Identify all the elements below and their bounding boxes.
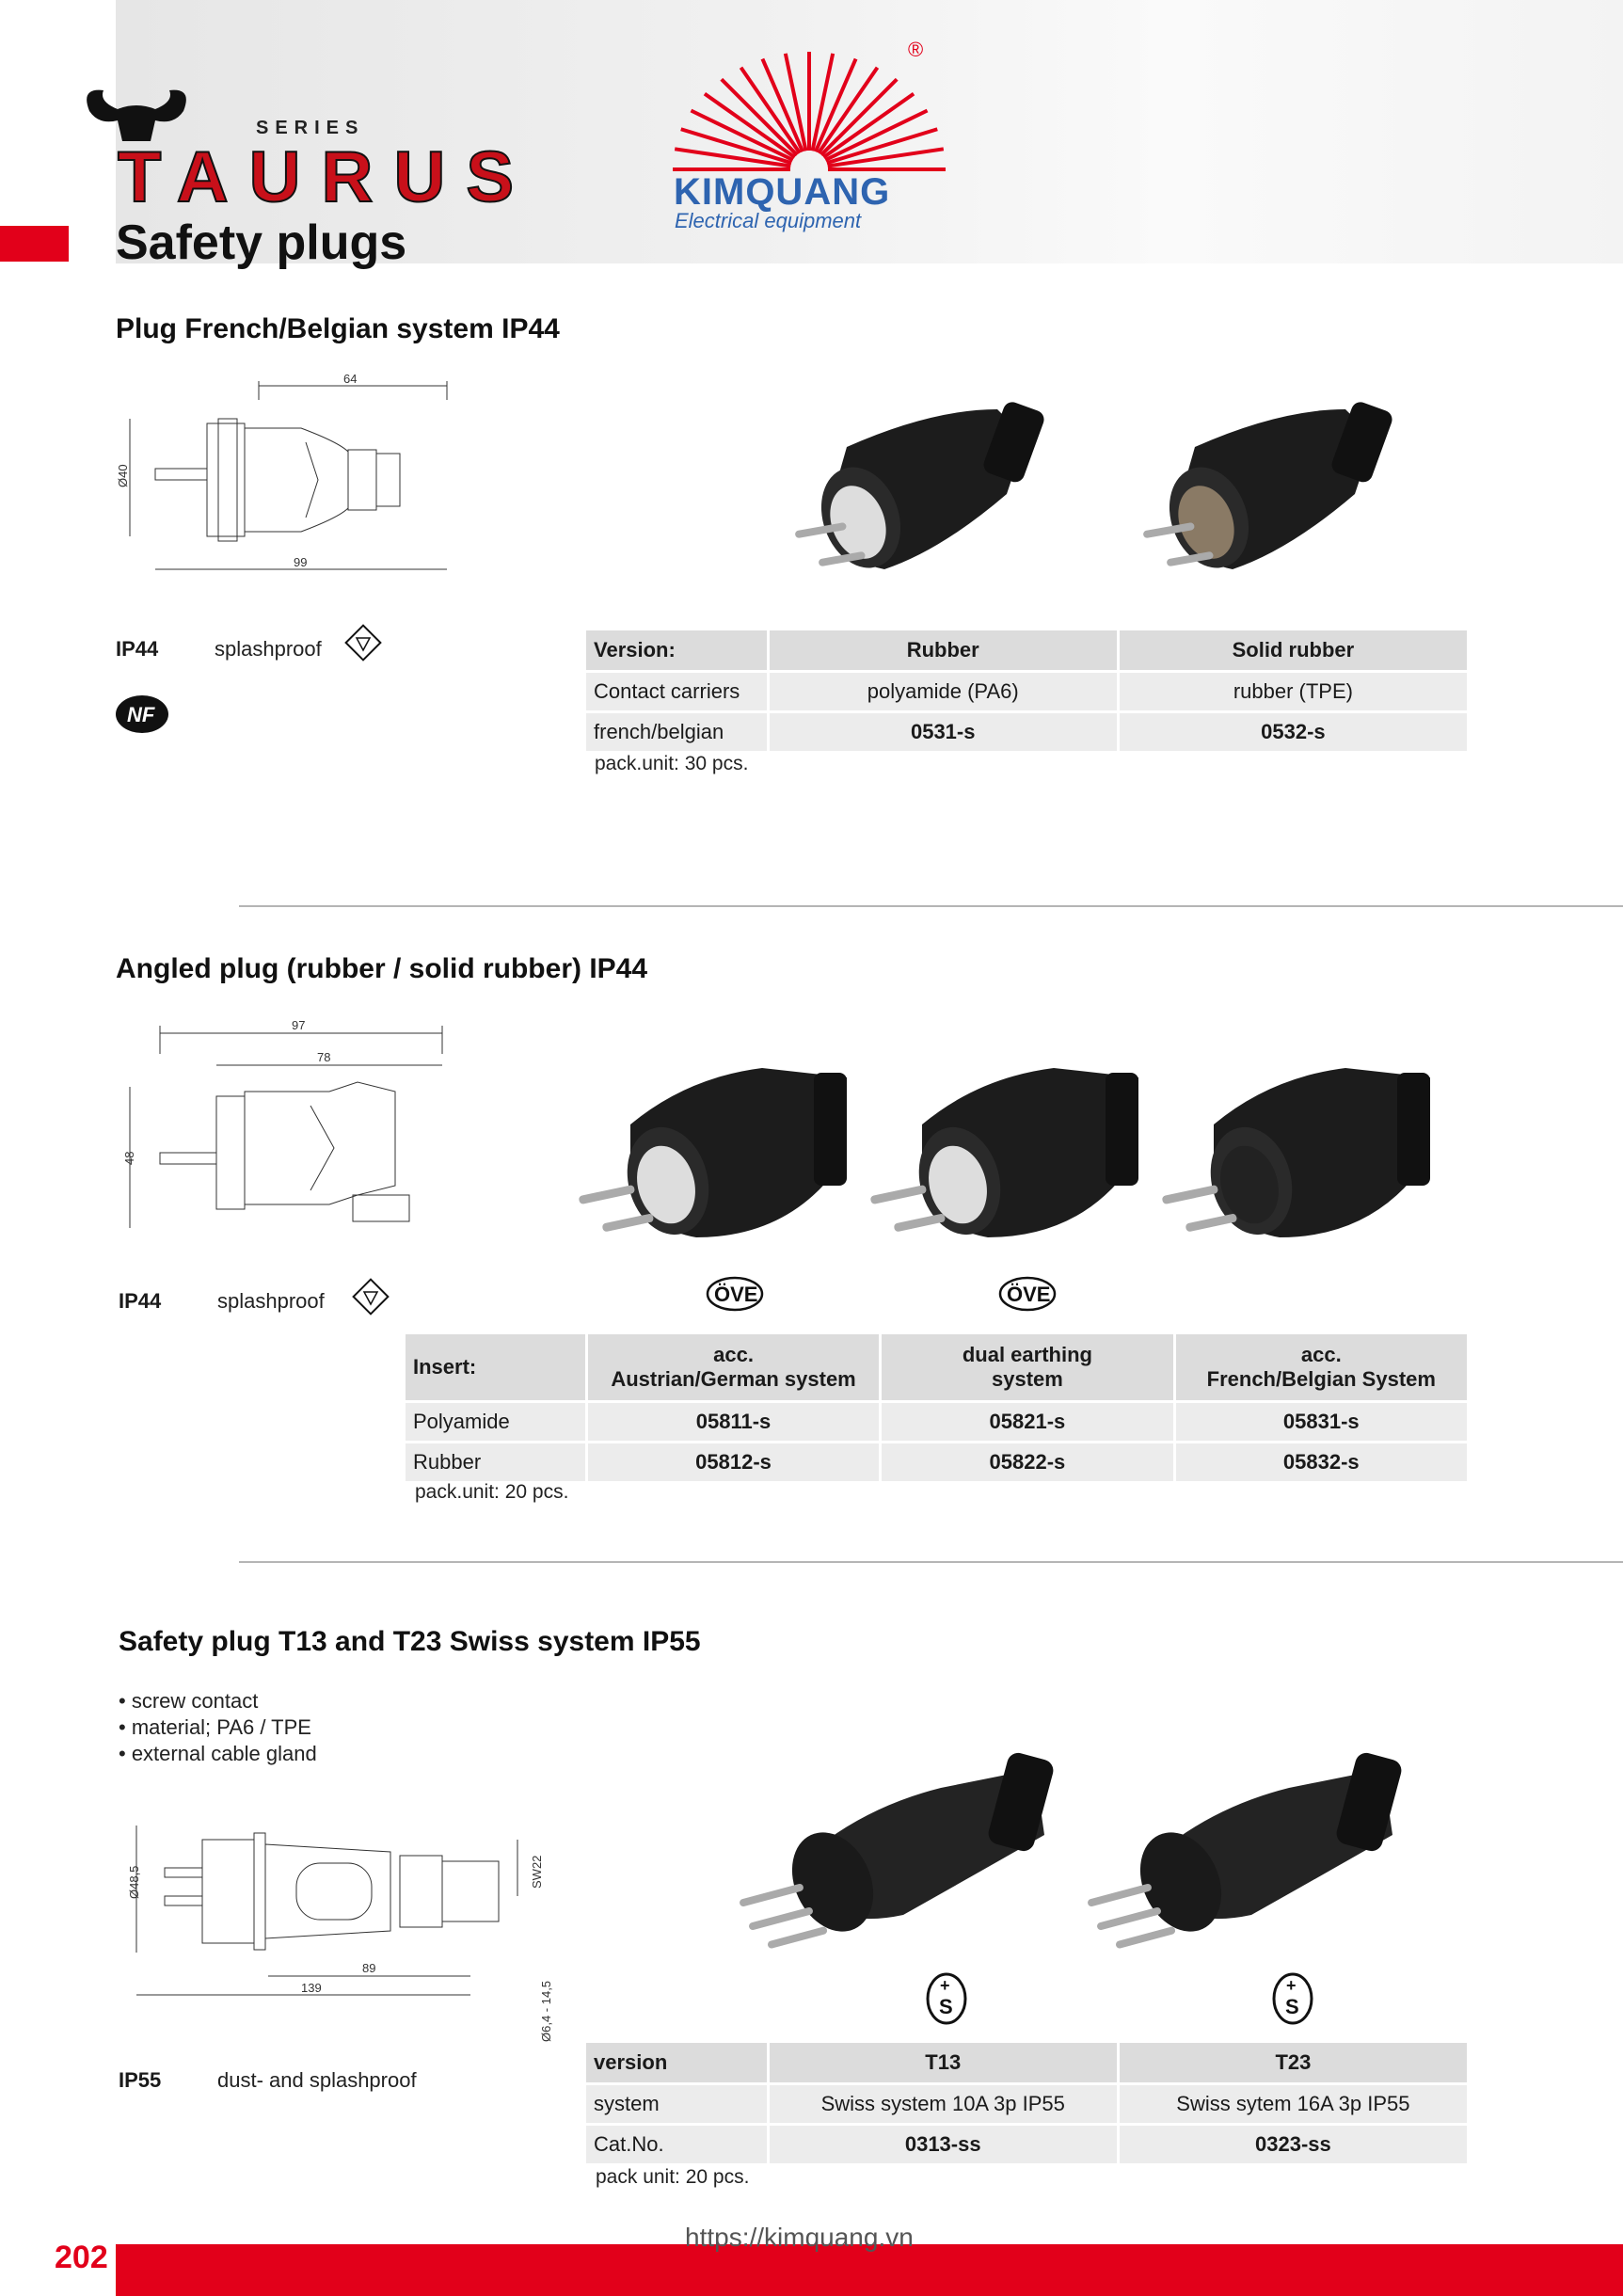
section-divider [239,1561,1623,1563]
pack-unit: pack.unit: 20 pcs. [415,1481,569,1503]
dimension-label: 99 [294,555,308,569]
table-row [586,2126,1467,2163]
spec-table [583,2040,1470,2166]
dimension-label: 89 [362,1961,376,1975]
brand-name: KIMQUANG [674,171,891,213]
table-header-row [586,2043,1467,2082]
spec-table [403,1331,1470,1484]
table-header-row [586,630,1467,670]
list-item: • external cable gland [119,1742,317,1765]
table-header: version [586,2043,767,2082]
dimension-label: 78 [317,1050,331,1064]
product-photo-plugs [753,381,1477,607]
ip-rating: IP55 [119,2068,162,2092]
table-cell: polyamide (PA6) [770,673,1117,710]
table-header: Rubber [770,630,1117,670]
footer-url[interactable]: https://kimquang.vn [685,2223,914,2252]
table-row [586,2085,1467,2123]
series-label: SERIES [256,118,365,138]
table-header: acc. French/Belgian System [1176,1334,1467,1400]
catalog-number: 05822-s [882,1443,1172,1481]
technical-drawing [118,1797,560,2042]
ove-mark-icon [706,1276,764,1312]
pack-unit: pack unit: 20 pcs. [596,2166,750,2188]
dimension-label: SW22 [530,1855,544,1889]
table-cell: Contact carriers [586,673,767,710]
catalog-number: 05812-s [588,1443,879,1481]
dimension-label: 139 [301,1981,322,1995]
ip-description: splashproof [217,1289,325,1313]
svg-text:+: + [940,1976,950,1995]
catalog-number: 0531-s [770,713,1117,751]
section-title: Angled plug (rubber / solid rubber) IP44 [116,953,648,984]
section-title: Plug French/Belgian system IP44 [116,313,560,344]
catalog-number: 05832-s [1176,1443,1467,1481]
svg-text:S: S [1285,1995,1299,2018]
brand-tagline: Electrical equipment [675,209,862,232]
ip-rating: IP44 [119,1289,162,1313]
svg-text:NF: NF [127,703,155,726]
triangle-drop-icon [351,1277,390,1316]
table-cell: Cat.No. [586,2126,767,2163]
swiss-safety-mark-icon [924,1971,969,2026]
catalog-number: 0313-ss [770,2126,1117,2163]
table-row [586,713,1467,751]
catalog-number: 0532-s [1120,713,1467,751]
catalog-number: 05831-s [1176,1403,1467,1441]
dimension-label: Ø48,5 [127,1865,141,1899]
svg-text:S: S [939,1995,953,2018]
table-header: acc. Austrian/German system [588,1334,879,1400]
feature-list [119,1688,317,1767]
table-header: Version: [586,630,767,670]
table-row [406,1443,1467,1481]
section-title: Safety plug T13 and T23 Swiss system IP55 [119,1626,701,1657]
product-photo-angled-plugs [565,1059,1468,1275]
dimension-label: 48 [122,1151,136,1165]
list-item: • screw contact [119,1689,259,1713]
table-row [406,1403,1467,1441]
table-header: Insert: [406,1334,585,1400]
ip-rating: IP44 [116,637,159,661]
section-divider [239,905,1623,907]
catalog-number: 0323-ss [1120,2126,1467,2163]
table-cell: Rubber [406,1443,585,1481]
dimension-label: Ø6,4 - 14,5 [539,1980,553,2042]
table-cell: Polyamide [406,1403,585,1441]
table-cell: french/belgian [586,713,767,751]
pack-unit: pack.unit: 30 pcs. [595,753,749,774]
catalog-number: 05811-s [588,1403,879,1441]
table-header-row [406,1334,1467,1400]
ove-mark-icon [998,1276,1057,1312]
spec-table [583,628,1470,754]
table-cell: rubber (TPE) [1120,673,1467,710]
table-row [586,673,1467,710]
triangle-drop-icon [343,623,383,662]
table-header: dual earthing system [882,1334,1172,1400]
technical-drawing [113,1016,452,1233]
catalog-number: 05821-s [882,1403,1172,1441]
list-item: • material; PA6 / TPE [119,1715,311,1739]
svg-text:+: + [1286,1976,1297,1995]
svg-text:ÖVE: ÖVE [1007,1283,1051,1306]
section-tab-marker [0,226,69,262]
page-number: 202 [55,2240,108,2275]
technical-drawing [113,372,452,574]
product-photo-swiss-plugs [724,1750,1487,1976]
swiss-safety-mark-icon [1270,1971,1315,2026]
dimension-label: 64 [343,372,358,386]
table-header: T23 [1120,2043,1467,2082]
nf-mark-icon [115,694,171,734]
dimension-label: Ø40 [116,464,130,487]
table-header: T13 [770,2043,1117,2082]
registered-mark: ® [908,38,924,61]
table-cell: Swiss system 10A 3p IP55 [770,2085,1117,2123]
ip-description: splashproof [215,637,322,661]
ip-description: dust- and splashproof [217,2068,417,2092]
table-cell: system [586,2085,767,2123]
series-name-logo: TAURUS [118,137,535,217]
table-cell: Swiss sytem 16A 3p IP55 [1120,2085,1467,2123]
svg-text:ÖVE: ÖVE [714,1283,758,1306]
page-title: Safety plugs [116,215,407,270]
dimension-label: 97 [292,1018,306,1032]
table-header: Solid rubber [1120,630,1467,670]
